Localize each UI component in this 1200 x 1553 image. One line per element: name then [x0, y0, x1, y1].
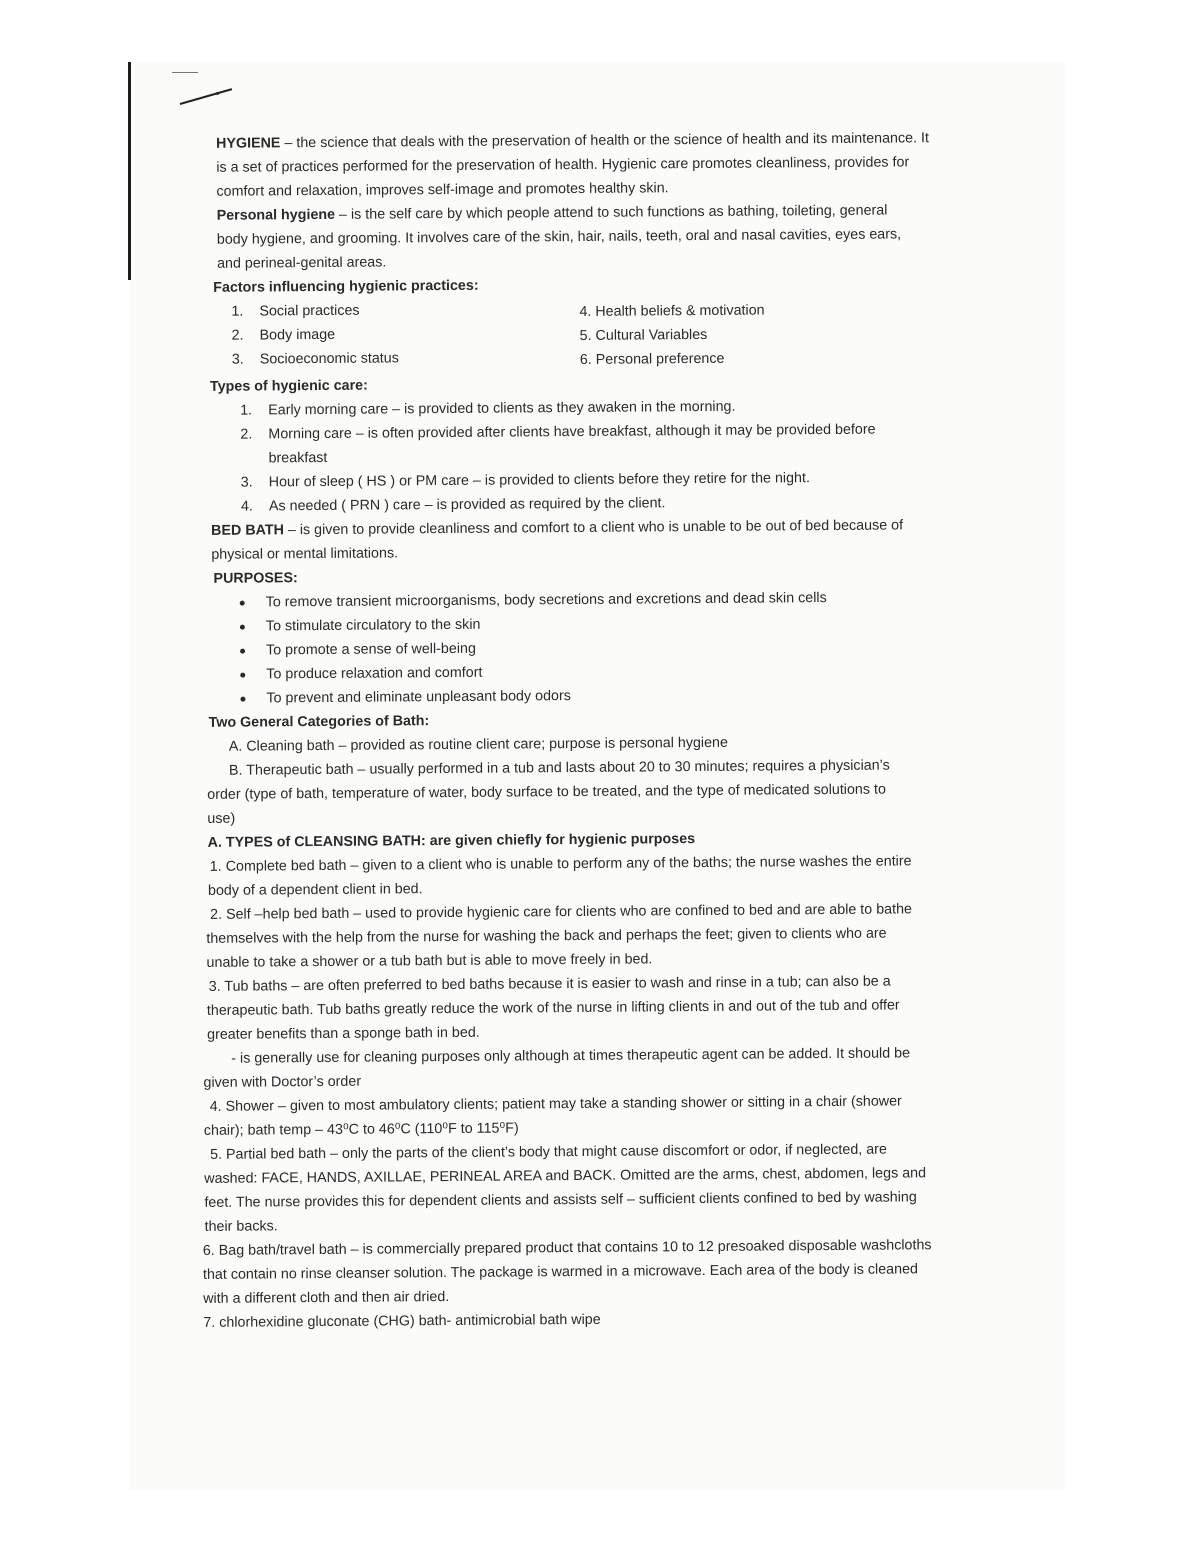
page-edge-mark	[128, 62, 131, 280]
self-help-bed-bath: 2. Self –help bed bath – used to provide hygienic care for clients who are confined to bed and are able to bathe themselves with the help from the nurse for washing the back and perhaps the feet; given to clients who are unable to take a shower or a tub bath but is able to move freely in bed.	[206, 901, 913, 971]
list-item: 4. As needed ( PRN ) care – is provided as required by the client.	[240, 495, 666, 515]
bed-bath-term: BED BATH	[211, 522, 285, 539]
shower: 4. Shower – given to most ambulatory clients; patient may take a standing shower or sitting in a chair (shower chair); bath temp – 43⁰C to 46⁰C (110⁰F to 115⁰F)	[203, 1093, 902, 1139]
factors-list	[191, 294, 942, 375]
personal-hygiene-text: – is the self care by which people attend to such functions as bathing, toileting, general body hygiene, and grooming. It involves care of the skin, hair, nails, teeth, oral and nasal cavities, eyes ears, and perineal-genital areas.	[216, 202, 902, 272]
pen-tick-mark	[172, 72, 198, 73]
list-item: To promote a sense of well-being	[238, 633, 944, 663]
factor-item: 2. Body image	[231, 326, 336, 344]
complete-bed-bath: 1. Complete bed bath – given to a client who is unable to perform any of the baths; the nurse washes the entire body of a dependent client in bed.	[207, 853, 912, 899]
factors-left-column	[231, 297, 580, 375]
categories-heading: Two General Categories of Bath:	[208, 713, 430, 731]
factor-item: 6. Personal preference	[579, 350, 725, 368]
list-item: To prevent and eliminate unpleasant body odors	[238, 681, 944, 711]
factor-item: 4. Health beliefs & motivation	[579, 302, 765, 320]
bag-bath: 6. Bag bath/travel bath – is commercially prepared product that contains 10 to 12 presoaked disposable washcloths that contain no rinse cleanser solution. The package is warmed in a microwave. Each area of the body is cleaned with a different cloth and then air dried.	[202, 1237, 932, 1307]
factor-item: 3. Socioeconomic status	[231, 350, 399, 368]
list-item: 2. Morning care – is often provided after clients have breakfast, although it may be provided before breakfast	[240, 421, 876, 467]
personal-hygiene-definition	[191, 198, 908, 276]
chg-bath: 7. chlorhexidine gluconate (CHG) bath- antimicrobial bath wipe	[203, 1311, 601, 1331]
document-body	[190, 126, 949, 1335]
hygiene-term: HYGIENE	[216, 135, 281, 152]
list-item: To stimulate circulatory to the skin	[238, 609, 944, 639]
personal-hygiene-term: Personal hygiene	[216, 206, 336, 224]
partial-bed-bath: 5. Partial bed bath – only the parts of the client’s body that might cause discomfort or odor, if neglected, are washed: FACE, HANDS, AXILLAE, PERINEAL AREA and BACK. Omitted are the arms, chest, abdomen, legs and feet. The nurse provides this for dependent clients and assists self – sufficient clients confined to bed by washing their backs.	[204, 1141, 927, 1235]
types-care-list	[192, 393, 921, 519]
purposes-list	[194, 585, 945, 711]
factors-heading: Factors influencing hygienic practices:	[213, 277, 479, 296]
purposes-heading: PURPOSES:	[213, 570, 298, 587]
tub-baths-note: - is generally use for cleaning purposes only although at times therapeutic agent can be added. It should be given with Doctor’s order	[203, 1045, 911, 1091]
hygiene-text: – the science that deals with the preservation of health or the science of health and its maintenance. It is a set of practices performed for the preservation of health. Hygienic care promotes cleanliness, provides for comfort and relaxation, improves self-image and promotes healthy skin.	[216, 130, 930, 200]
factor-item: 5. Cultural Variables	[579, 326, 708, 344]
cleansing-heading: A. TYPES of CLEANSING BATH: are given chiefly for hygienic purposes	[207, 831, 696, 851]
therapeutic-bath: B. Therapeutic bath – usually performed in a tub and lasts about 20 to 30 minutes; requires a physician’s order (type of bath, temperature of water, body surface to be treated, and the type of medicated solutions to use)	[207, 757, 890, 827]
list-item: To remove transient microorganisms, body secretions and excretions and dead skin cells	[238, 585, 944, 615]
bed-bath-definition: BED BATH – is given to provide cleanliness and comfort to a client who is unable to be out of bed because of physical or mental limitations.	[211, 517, 904, 563]
list-item: 3. Hour of sleep ( HS ) or PM care – is provided to clients before they retire for the night.	[240, 470, 810, 491]
list-item: 1. Early morning care – is provided to clients as they awaken in the morning.	[240, 398, 736, 419]
factors-right-column	[579, 294, 928, 372]
factor-item: 1. Social practices	[231, 302, 360, 320]
tub-baths: 3. Tub baths – are often preferred to bed baths because it is easier to wash and rinse in a tub; can also be a therapeutic bath. Tub baths greatly reduce the work of the nurse in lifting clients in and out of the tub and offer greater benefits than a sponge bath in bed.	[206, 973, 900, 1043]
types-care-heading: Types of hygienic care:	[209, 377, 368, 395]
hygiene-definition	[190, 126, 933, 204]
cleaning-bath: A. Cleaning bath – provided as routine client care; purpose is personal hygiene	[228, 734, 729, 755]
list-item: To produce relaxation and comfort	[238, 657, 944, 687]
